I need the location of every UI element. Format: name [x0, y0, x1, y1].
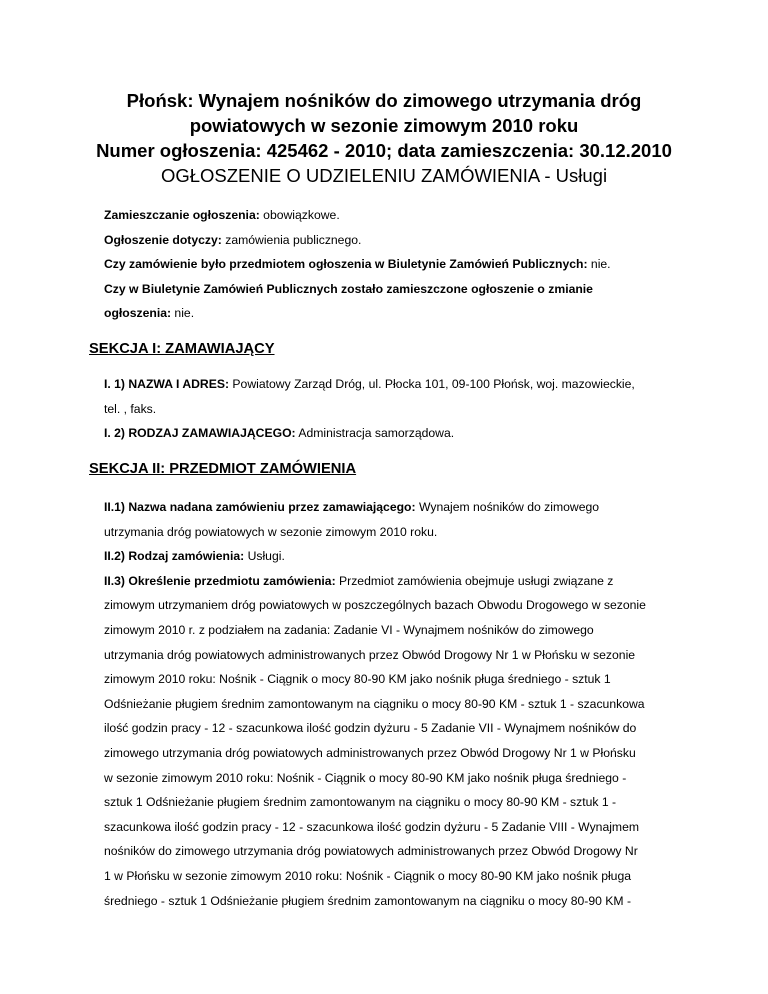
s2-desc-line-4: zimowym 2010 roku: Nośnik - Ciągnik o mocy 80-90 KM jako nośnik pługa średniego - sztuk 1 — [104, 672, 611, 687]
s1-type-label: I. 2) RODZAJ ZAMAWIAJĄCEGO: — [104, 426, 296, 441]
s2-name-line-1 — [104, 495, 684, 520]
s2-desc-line-5: Odśnieżanie pługiem średnim zamontowanym na ciągniku o mocy 80-90 KM - sztuk 1 - szacunkowa — [104, 696, 645, 711]
meta-placement-value: obowiązkowe. — [259, 208, 340, 222]
meta-change-cont — [104, 301, 704, 326]
s1-name-value-1: Powiatowy Zarząd Dróg, ul. Płocka 101, 09-100 Płońsk, woj. mazowieckie, — [229, 377, 635, 391]
s2-desc-line-8: w sezonie zimowym 2010 roku: Nośnik - Ciągnik o mocy 80-90 KM jako nośnik pługa średniego - — [104, 770, 627, 785]
s1-name-label: I. 1) NAZWA I ADRES: — [104, 377, 230, 391]
meta-placement — [104, 203, 704, 228]
s2-desc-text-0: Przedmiot zamówienia obejmuje usługi związane z — [335, 573, 614, 588]
meta-change-label-2: ogłoszenia: — [104, 306, 172, 320]
meta-concerns — [104, 228, 704, 253]
s2-name-value-2: utrzymania dróg powiatowych w sezonie zimowym 2010 roku. — [104, 524, 438, 539]
s2-name — [104, 495, 684, 544]
s2-desc — [104, 569, 684, 913]
s2-desc-line-0 — [104, 569, 684, 594]
s2-desc-line-9: sztuk 1 Odśnieżanie pługiem średnim zamontowanym na ciągniku o mocy 80-90 KM - sztuk 1 - — [104, 795, 617, 810]
meta-change — [104, 277, 704, 302]
s1-type — [104, 421, 684, 446]
meta-placement-label: Zamieszczanie ogłoszenia: — [104, 208, 260, 222]
s1-name-line-1 — [104, 372, 684, 397]
meta-concerns-value: zamówienia publicznego. — [221, 232, 362, 247]
meta-bzp — [104, 252, 704, 277]
s1-name — [104, 372, 684, 421]
s2-kind-value: Usługi. — [244, 549, 285, 564]
s2-desc-line-12: 1 w Płońsku w sezonie zimowym 2010 roku: Nośnik - Ciągnik o mocy 80-90 KM jako nośnik pługa — [104, 868, 632, 883]
s2-desc-line-7: zimowego utrzymania dróg powiatowych administrowanych przez Obwód Drogowy Nr 1 w Płońsku — [104, 745, 636, 760]
section-2-heading: SEKCJA II: PRZEDMIOT ZAMÓWIENIA — [89, 461, 357, 477]
s2-name-value-1: Wynajem nośników do zimowego — [415, 500, 600, 514]
s2-kind-label: II.2) Rodzaj zamówienia: — [104, 549, 245, 564]
meta-change-value: nie. — [171, 306, 195, 320]
notice-subtitle: OGŁOSZENIE O UDZIELENIU ZAMÓWIENIA - Usługi — [160, 165, 608, 186]
meta-bzp-value: nie. — [587, 257, 611, 271]
meta-bzp-label: Czy zamówienie było przedmiotem ogłoszenia w Biuletynie Zamówień Publicznych: — [104, 257, 588, 271]
meta-change-label-1: Czy w Biuletynie Zamówień Publicznych zostało zamieszczone ogłoszenie o zmianie — [104, 281, 593, 296]
s2-desc-line-6: ilość godzin pracy - 12 - szacunkowa ilość godzin dyżuru - 5 Zadanie VII - Wynajmem nośników do — [104, 721, 637, 736]
s2-name-label: II.1) Nazwa nadana zamówieniu przez zamawiającego: — [104, 500, 416, 514]
section-1-body — [104, 372, 684, 446]
s2-desc-line-13: średniego - sztuk 1 Odśnieżanie pługiem średnim zamontowanym na ciągniku o mocy 80-90 KM - — [104, 893, 632, 908]
title-line-3: Numer ogłoszenia: 425462 - 2010; data zamieszczenia: 30.12.2010 — [96, 140, 672, 161]
section-2-body — [104, 495, 684, 913]
s2-desc-line-1: zimowym utrzymaniem dróg powiatowych w poszczególnych bazach Obwodu Drogowego w sezonie — [104, 598, 646, 613]
s2-desc-line-10: szacunkowa ilość godzin pracy - 12 - szacunkowa ilość godzin dyżuru - 5 Zadanie VIII - Wynajmem — [104, 819, 640, 834]
s2-desc-label: II.3) Określenie przedmiotu zamówienia: — [104, 573, 336, 588]
title-line-2: powiatowych w sezonie zimowym 2010 roku — [189, 115, 579, 136]
s2-desc-line-2: zimowym 2010 r. z podziałem na zadania: Zadanie VI - Wynajmem nośników do zimowego — [104, 622, 594, 637]
s2-desc-line-3: utrzymania dróg powiatowych administrowanych przez Obwód Drogowy Nr 1 w Płońsku w sezonie — [104, 647, 636, 662]
s1-type-value: Administracja samorządowa. — [295, 426, 455, 441]
title-block — [60, 88, 708, 188]
s2-desc-line-11: nośników do zimowego utrzymania dróg powiatowych administrowanych przez Obwód Drogowy Nr — [104, 844, 638, 859]
notice-meta — [104, 203, 704, 326]
s2-kind — [104, 544, 684, 569]
section-1-heading: SEKCJA I: ZAMAWIAJĄCY — [89, 341, 275, 357]
s1-name-value-2: tel. , faks. — [104, 401, 157, 416]
title-line-1: Płońsk: Wynajem nośników do zimowego utrzymania dróg — [126, 90, 642, 111]
meta-concerns-label: Ogłoszenie dotyczy: — [104, 232, 222, 247]
